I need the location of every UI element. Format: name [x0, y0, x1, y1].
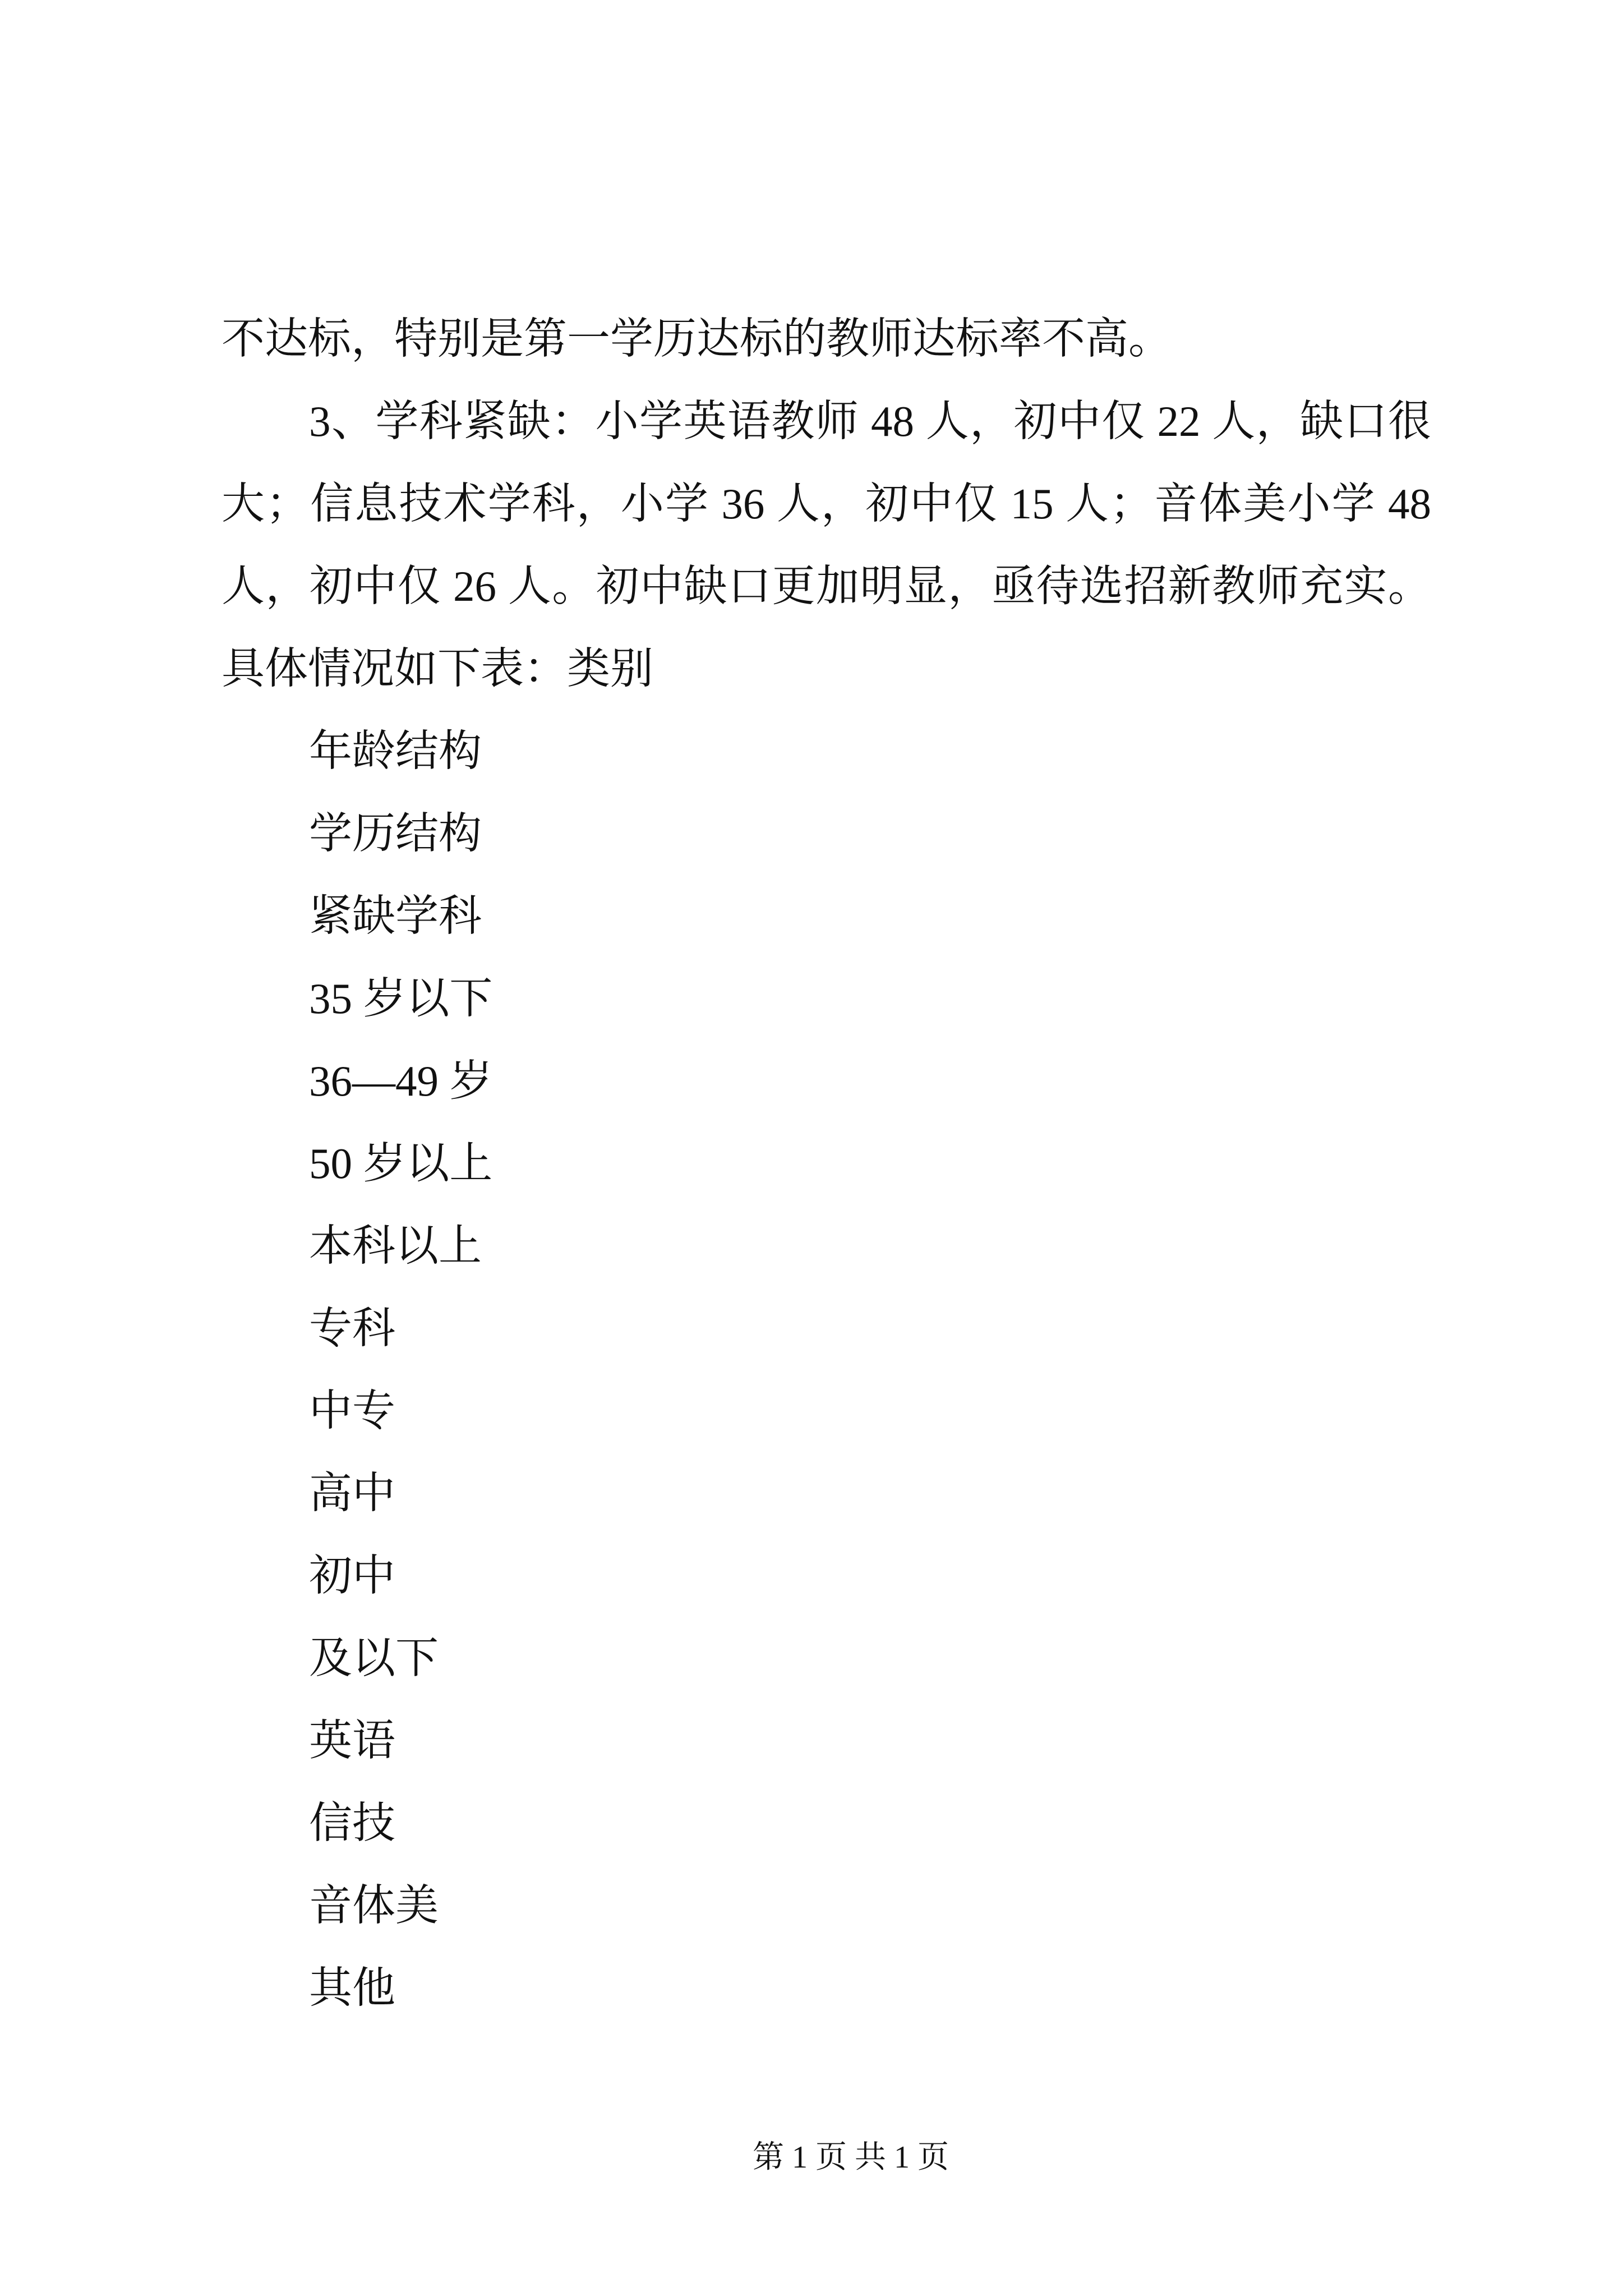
table-item: 及以下	[309, 1634, 439, 1682]
table-item: 信技	[309, 1799, 395, 1847]
paragraph-line: 3、学科紧缺：小学英语教师 48 人，初中仅 22 人，缺口很	[309, 397, 1431, 445]
paragraph-line: 具体情况如下表：类别	[222, 645, 653, 693]
body-text	[222, 298, 1431, 2030]
table-item: 中专	[309, 1387, 395, 1435]
table-item: 其他	[309, 1964, 395, 2012]
paragraph-line: 人，初中仅 26 人。初中缺口更加明显，亟待选招新教师充实。	[222, 562, 1431, 610]
table-item: 英语	[309, 1717, 395, 1765]
table-item: 年龄结构	[309, 727, 482, 775]
table-item: 高中	[309, 1469, 395, 1517]
page-footer: 第 1 页 共 1 页	[753, 2140, 949, 2175]
table-item: 音体美	[309, 1881, 439, 1930]
paragraph-line: 不达标，特别是第一学历达标的教师达标率不高。	[222, 315, 1172, 363]
table-item: 36—49 岁	[309, 1057, 493, 1105]
table-item: 35 岁以下	[309, 974, 493, 1023]
table-item: 本科以上	[309, 1222, 482, 1270]
table-item: 紧缺学科	[309, 892, 482, 940]
paragraph-line: 大；信息技术学科，小学 36 人，初中仅 15 人；音体美小学 48	[222, 480, 1431, 528]
table-item: 50 岁以上	[309, 1139, 493, 1188]
table-item: 专科	[309, 1304, 395, 1352]
table-item: 学历结构	[309, 809, 482, 858]
table-item: 初中	[309, 1552, 395, 1600]
